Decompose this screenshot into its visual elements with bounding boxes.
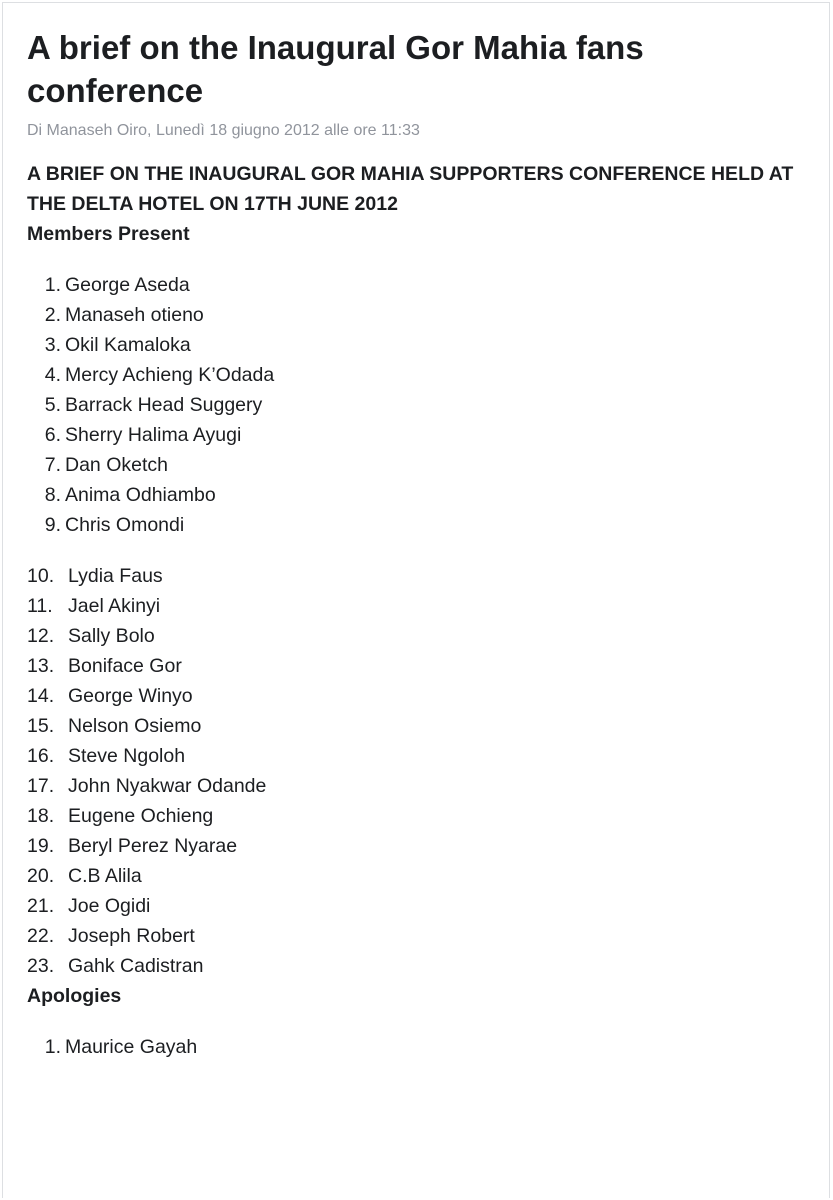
list-item-number: 1. — [44, 1036, 61, 1058]
list-item — [27, 711, 817, 741]
list-item — [27, 831, 817, 861]
article — [27, 26, 817, 1062]
list-item — [27, 450, 817, 480]
list-item — [27, 561, 817, 591]
list-item-number: 18. — [27, 805, 55, 827]
list-item-name: George Winyo — [68, 685, 193, 707]
list-item-number: 15. — [27, 715, 55, 737]
list-item — [27, 591, 817, 621]
members-list-part-2 — [27, 561, 817, 981]
list-item-number: 8. — [44, 484, 61, 506]
list-item-name: George Aseda — [65, 274, 190, 296]
list-item — [27, 921, 817, 951]
apologies-label: Apologies — [27, 985, 122, 1007]
list-item-number: 5. — [44, 394, 61, 416]
list-item-number: 6. — [44, 424, 61, 446]
list-item-name: Joe Ogidi — [68, 895, 151, 917]
list-item — [27, 741, 817, 771]
list-item-name: Nelson Osiemo — [68, 715, 202, 737]
article-byline: Di Manaseh Oiro, Lunedì 18 giugno 2012 alle ore 11:33 — [27, 122, 420, 139]
members-list-part-1 — [27, 270, 817, 540]
list-item-number: 1. — [44, 274, 61, 296]
list-item-name: Manaseh otieno — [65, 304, 204, 326]
list-item-number: 12. — [27, 625, 55, 647]
list-item-number: 16. — [27, 745, 55, 767]
list-item-number: 19. — [27, 835, 55, 857]
list-item-number: 23. — [27, 955, 55, 977]
list-item — [27, 300, 817, 330]
list-item — [27, 480, 817, 510]
list-item-name: Okil Kamaloka — [65, 334, 191, 356]
list-item-name: Gahk Cadistran — [68, 955, 204, 977]
list-item-name: Barrack Head Suggery — [65, 394, 263, 416]
list-item — [27, 270, 817, 300]
list-item-name: Dan Oketch — [65, 454, 168, 476]
list-item-number: 14. — [27, 685, 55, 707]
list-item — [27, 621, 817, 651]
list-item — [27, 951, 817, 981]
list-item-number: 2. — [44, 304, 61, 326]
list-item — [27, 801, 817, 831]
list-item-name: Lydia Faus — [68, 565, 163, 587]
list-item — [27, 861, 817, 891]
list-item — [27, 420, 817, 450]
list-item-name: Sally Bolo — [68, 625, 155, 647]
apologies-list — [27, 1032, 817, 1062]
list-item-name: Chris Omondi — [65, 514, 185, 536]
list-item-name: Eugene Ochieng — [68, 805, 214, 827]
list-item-number: 17. — [27, 775, 55, 797]
list-item-name: Mercy Achieng K’Odada — [65, 364, 275, 386]
members-present-label: Members Present — [27, 223, 190, 245]
list-item-number: 22. — [27, 925, 55, 947]
list-item — [27, 510, 817, 540]
list-item-number: 7. — [44, 454, 61, 476]
list-item-name: Sherry Halima Ayugi — [65, 424, 242, 446]
list-item — [27, 1032, 817, 1062]
list-item-number: 3. — [44, 334, 61, 356]
list-item-number: 11. — [27, 595, 53, 617]
list-item-name: Maurice Gayah — [65, 1036, 198, 1058]
list-item-name: Jael Akinyi — [68, 595, 161, 617]
list-item — [27, 651, 817, 681]
list-item-number: 21. — [27, 895, 55, 917]
list-item-number: 13. — [27, 655, 55, 677]
list-item-name: Boniface Gor — [68, 655, 182, 677]
list-item-name: C.B Alila — [68, 865, 142, 887]
list-item-number: 9. — [44, 514, 61, 536]
list-item — [27, 330, 817, 360]
list-item-name: Anima Odhiambo — [65, 484, 216, 506]
list-item-name: John Nyakwar Odande — [68, 775, 267, 797]
article-title: A brief on the Inaugural Gor Mahia fans conference — [27, 29, 644, 109]
list-item — [27, 360, 817, 390]
list-item-name: Beryl Perez Nyarae — [68, 835, 238, 857]
list-item-name: Steve Ngoloh — [68, 745, 186, 767]
list-item-number: 4. — [44, 364, 61, 386]
list-item-number: 10. — [27, 565, 55, 587]
list-item — [27, 681, 817, 711]
article-heading: A BRIEF ON THE INAUGURAL GOR MAHIA SUPPORTERS CONFERENCE HELD AT THE DELTA HOTEL ON 17TH JUNE 2012 — [27, 163, 794, 215]
list-item — [27, 771, 817, 801]
list-item — [27, 390, 817, 420]
list-item-number: 20. — [27, 865, 55, 887]
list-item-name: Joseph Robert — [68, 925, 195, 947]
list-item — [27, 891, 817, 921]
